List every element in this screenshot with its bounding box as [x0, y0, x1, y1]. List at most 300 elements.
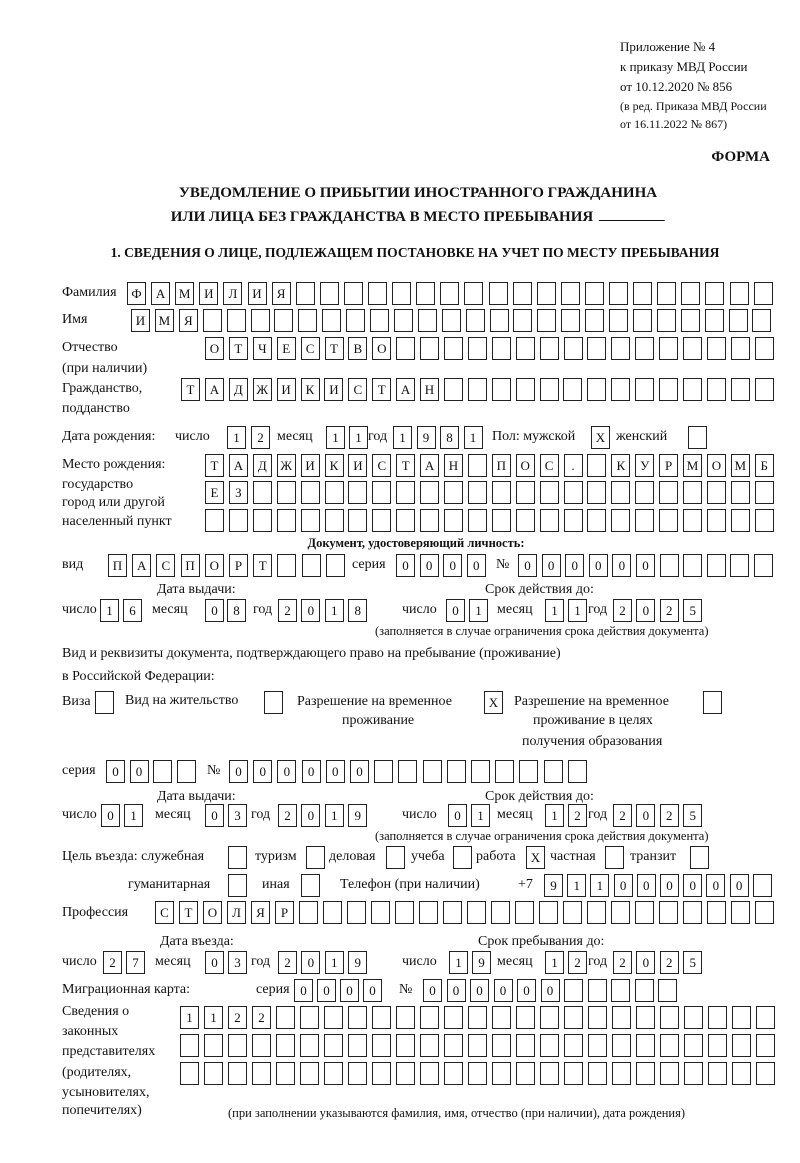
char-box[interactable] — [755, 901, 774, 924]
char-box[interactable] — [420, 481, 439, 504]
char-box[interactable] — [471, 760, 490, 783]
char-box[interactable]: 8 — [348, 599, 367, 622]
char-box[interactable] — [420, 337, 439, 360]
char-box[interactable] — [587, 901, 606, 924]
char-box[interactable]: 1 — [545, 599, 564, 622]
char-box[interactable] — [466, 309, 485, 332]
char-box[interactable] — [587, 378, 606, 401]
char-box[interactable] — [468, 454, 487, 477]
char-box[interactable]: И — [277, 378, 296, 401]
char-box[interactable]: Т — [372, 378, 391, 401]
char-box[interactable] — [372, 1006, 391, 1029]
char-box[interactable]: С — [348, 378, 367, 401]
char-box[interactable]: А — [205, 378, 224, 401]
char-box[interactable]: И — [324, 378, 343, 401]
char-box[interactable]: А — [229, 454, 248, 477]
char-box[interactable] — [276, 1062, 295, 1085]
char-box[interactable]: К — [325, 454, 344, 477]
char-box[interactable]: Т — [229, 337, 248, 360]
char-box[interactable]: О — [516, 454, 535, 477]
char-box[interactable] — [708, 1062, 727, 1085]
char-box[interactable] — [444, 481, 463, 504]
char-box[interactable]: Р — [275, 901, 294, 924]
char-box[interactable] — [587, 509, 606, 532]
char-box[interactable]: 5 — [683, 804, 702, 827]
char-box[interactable]: 1 — [393, 426, 412, 449]
char-box[interactable]: 2 — [251, 426, 270, 449]
char-box[interactable] — [659, 337, 678, 360]
char-box[interactable]: 0 — [326, 760, 345, 783]
char-box[interactable]: 1 — [180, 1006, 199, 1029]
char-box[interactable] — [322, 309, 341, 332]
char-box[interactable] — [495, 760, 514, 783]
char-box[interactable] — [635, 901, 654, 924]
char-box[interactable] — [561, 282, 580, 305]
checkbox-cell[interactable]: X — [591, 426, 610, 449]
char-box[interactable] — [348, 1062, 367, 1085]
char-box[interactable] — [396, 337, 415, 360]
char-box[interactable]: Ж — [277, 454, 296, 477]
char-box[interactable] — [492, 509, 511, 532]
char-box[interactable] — [443, 901, 462, 924]
char-box[interactable]: Л — [227, 901, 246, 924]
char-box[interactable] — [659, 481, 678, 504]
char-box[interactable] — [540, 337, 559, 360]
char-box[interactable] — [587, 481, 606, 504]
char-box[interactable]: 1 — [590, 874, 609, 897]
char-box[interactable] — [564, 509, 583, 532]
char-box[interactable] — [708, 1006, 727, 1029]
char-box[interactable] — [611, 979, 630, 1002]
char-box[interactable] — [444, 509, 463, 532]
char-box[interactable] — [464, 282, 483, 305]
char-box[interactable]: 0 — [396, 554, 415, 577]
char-box[interactable] — [516, 509, 535, 532]
char-box[interactable]: Ж — [253, 378, 272, 401]
char-box[interactable] — [537, 309, 556, 332]
char-box[interactable] — [320, 282, 339, 305]
char-box[interactable]: А — [132, 554, 151, 577]
char-box[interactable]: 0 — [447, 979, 466, 1002]
char-box[interactable]: 0 — [130, 760, 149, 783]
char-box[interactable] — [611, 509, 630, 532]
char-box[interactable] — [731, 509, 750, 532]
char-box[interactable] — [756, 1062, 775, 1085]
char-box[interactable] — [564, 337, 583, 360]
char-box[interactable]: П — [108, 554, 127, 577]
char-box[interactable] — [372, 509, 391, 532]
char-box[interactable]: И — [248, 282, 267, 305]
char-box[interactable]: . — [564, 454, 583, 477]
char-box[interactable]: 1 — [325, 804, 344, 827]
char-box[interactable]: 0 — [470, 979, 489, 1002]
char-box[interactable]: Л — [223, 282, 242, 305]
char-box[interactable]: Т — [396, 454, 415, 477]
char-box[interactable] — [635, 509, 654, 532]
char-box[interactable] — [564, 979, 583, 1002]
char-box[interactable] — [468, 1006, 487, 1029]
char-box[interactable] — [707, 901, 726, 924]
char-box[interactable] — [612, 1062, 631, 1085]
char-box[interactable] — [636, 1062, 655, 1085]
char-box[interactable] — [513, 282, 532, 305]
char-box[interactable] — [447, 760, 466, 783]
char-box[interactable] — [180, 1062, 199, 1085]
checkbox-cell[interactable] — [95, 691, 114, 714]
char-box[interactable]: Е — [277, 337, 296, 360]
char-box[interactable] — [398, 760, 417, 783]
char-box[interactable]: 1 — [469, 599, 488, 622]
char-box[interactable] — [420, 509, 439, 532]
char-box[interactable] — [540, 1062, 559, 1085]
char-box[interactable] — [540, 509, 559, 532]
char-box[interactable]: 0 — [253, 760, 272, 783]
char-box[interactable]: М — [175, 282, 194, 305]
char-box[interactable]: 1 — [204, 1006, 223, 1029]
char-box[interactable] — [568, 760, 587, 783]
char-box[interactable] — [274, 309, 293, 332]
char-box[interactable]: 5 — [683, 951, 702, 974]
char-box[interactable]: 3 — [228, 804, 247, 827]
char-box[interactable] — [252, 1062, 271, 1085]
char-box[interactable] — [657, 282, 676, 305]
checkbox-cell[interactable] — [306, 846, 325, 869]
char-box[interactable] — [732, 1006, 751, 1029]
char-box[interactable]: М — [155, 309, 174, 332]
char-box[interactable]: Е — [205, 481, 224, 504]
char-box[interactable] — [635, 481, 654, 504]
char-box[interactable]: З — [229, 481, 248, 504]
char-box[interactable] — [492, 337, 511, 360]
char-box[interactable] — [611, 337, 630, 360]
char-box[interactable]: Т — [181, 378, 200, 401]
char-box[interactable] — [681, 309, 700, 332]
char-box[interactable] — [683, 378, 702, 401]
char-box[interactable] — [468, 337, 487, 360]
char-box[interactable]: Н — [420, 378, 439, 401]
char-box[interactable]: 0 — [589, 554, 608, 577]
char-box[interactable]: 0 — [363, 979, 382, 1002]
char-box[interactable]: Я — [272, 282, 291, 305]
char-box[interactable]: 1 — [124, 804, 143, 827]
char-box[interactable]: 0 — [340, 979, 359, 1002]
checkbox-cell[interactable] — [386, 846, 405, 869]
char-box[interactable] — [563, 901, 582, 924]
char-box[interactable] — [660, 1034, 679, 1057]
char-box[interactable] — [564, 1062, 583, 1085]
char-box[interactable]: И — [348, 454, 367, 477]
char-box[interactable]: 0 — [541, 979, 560, 1002]
char-box[interactable] — [420, 1062, 439, 1085]
char-box[interactable]: 7 — [126, 951, 145, 974]
char-box[interactable] — [204, 1062, 223, 1085]
char-box[interactable] — [707, 509, 726, 532]
char-box[interactable] — [253, 509, 272, 532]
char-box[interactable] — [636, 1006, 655, 1029]
char-box[interactable]: 0 — [106, 760, 125, 783]
char-box[interactable] — [277, 481, 296, 504]
char-box[interactable] — [396, 1006, 415, 1029]
char-box[interactable] — [588, 979, 607, 1002]
char-box[interactable]: 0 — [448, 804, 467, 827]
char-box[interactable]: 2 — [660, 804, 679, 827]
char-box[interactable] — [587, 337, 606, 360]
char-box[interactable] — [324, 1006, 343, 1029]
checkbox-cell[interactable] — [453, 846, 472, 869]
char-box[interactable] — [611, 901, 630, 924]
char-box[interactable] — [348, 481, 367, 504]
char-box[interactable] — [633, 282, 652, 305]
char-box[interactable]: М — [683, 454, 702, 477]
char-box[interactable] — [325, 509, 344, 532]
char-box[interactable] — [753, 874, 772, 897]
char-box[interactable] — [659, 901, 678, 924]
char-box[interactable]: 0 — [730, 874, 749, 897]
char-box[interactable] — [731, 481, 750, 504]
char-box[interactable]: 0 — [277, 760, 296, 783]
char-box[interactable] — [755, 337, 774, 360]
char-box[interactable] — [516, 378, 535, 401]
char-box[interactable] — [611, 378, 630, 401]
char-box[interactable] — [228, 1034, 247, 1057]
char-box[interactable] — [444, 1062, 463, 1085]
char-box[interactable]: 1 — [568, 599, 587, 622]
char-box[interactable] — [564, 1034, 583, 1057]
char-box[interactable]: 2 — [228, 1006, 247, 1029]
char-box[interactable]: Т — [205, 454, 224, 477]
char-box[interactable] — [681, 282, 700, 305]
char-box[interactable] — [489, 282, 508, 305]
char-box[interactable] — [636, 1034, 655, 1057]
char-box[interactable]: Д — [253, 454, 272, 477]
char-box[interactable]: Н — [444, 454, 463, 477]
char-box[interactable]: 1 — [545, 951, 564, 974]
char-box[interactable] — [416, 282, 435, 305]
char-box[interactable]: 2 — [278, 951, 297, 974]
char-box[interactable]: С — [155, 901, 174, 924]
char-box[interactable] — [660, 554, 679, 577]
char-box[interactable]: 1 — [545, 804, 564, 827]
char-box[interactable] — [492, 378, 511, 401]
char-box[interactable]: М — [731, 454, 750, 477]
char-box[interactable]: 0 — [101, 804, 120, 827]
char-box[interactable]: Ф — [127, 282, 146, 305]
char-box[interactable] — [468, 1034, 487, 1057]
char-box[interactable]: О — [205, 337, 224, 360]
char-box[interactable]: С — [156, 554, 175, 577]
char-box[interactable] — [490, 309, 509, 332]
char-box[interactable] — [756, 1006, 775, 1029]
char-box[interactable]: 2 — [660, 951, 679, 974]
char-box[interactable] — [347, 901, 366, 924]
char-box[interactable] — [392, 282, 411, 305]
char-box[interactable] — [444, 378, 463, 401]
char-box[interactable] — [228, 1062, 247, 1085]
char-box[interactable] — [276, 1006, 295, 1029]
char-box[interactable] — [755, 378, 774, 401]
char-box[interactable] — [277, 509, 296, 532]
char-box[interactable]: 0 — [301, 599, 320, 622]
char-box[interactable]: К — [611, 454, 630, 477]
char-box[interactable] — [755, 509, 774, 532]
char-box[interactable] — [227, 309, 246, 332]
char-box[interactable] — [371, 901, 390, 924]
char-box[interactable]: С — [540, 454, 559, 477]
char-box[interactable]: 2 — [568, 951, 587, 974]
char-box[interactable] — [323, 901, 342, 924]
char-box[interactable]: 0 — [636, 554, 655, 577]
char-box[interactable] — [492, 481, 511, 504]
char-box[interactable] — [515, 901, 534, 924]
char-box[interactable] — [418, 309, 437, 332]
char-box[interactable] — [368, 282, 387, 305]
checkbox-cell[interactable]: X — [484, 691, 503, 714]
char-box[interactable] — [752, 309, 771, 332]
char-box[interactable] — [705, 309, 724, 332]
char-box[interactable]: 0 — [301, 951, 320, 974]
char-box[interactable] — [203, 309, 222, 332]
char-box[interactable]: Р — [659, 454, 678, 477]
char-box[interactable] — [588, 1034, 607, 1057]
char-box[interactable]: 1 — [325, 599, 344, 622]
char-box[interactable] — [394, 309, 413, 332]
char-box[interactable]: 0 — [542, 554, 561, 577]
char-box[interactable] — [585, 282, 604, 305]
char-box[interactable] — [492, 1034, 511, 1057]
char-box[interactable] — [683, 901, 702, 924]
char-box[interactable] — [301, 481, 320, 504]
char-box[interactable] — [419, 901, 438, 924]
char-box[interactable]: И — [199, 282, 218, 305]
char-box[interactable]: 0 — [660, 874, 679, 897]
char-box[interactable] — [563, 378, 582, 401]
char-box[interactable] — [683, 509, 702, 532]
char-box[interactable] — [372, 481, 391, 504]
char-box[interactable]: 8 — [227, 599, 246, 622]
char-box[interactable]: 0 — [229, 760, 248, 783]
char-box[interactable]: 2 — [613, 599, 632, 622]
checkbox-cell[interactable] — [228, 874, 247, 897]
char-box[interactable]: 9 — [417, 426, 436, 449]
char-box[interactable] — [302, 554, 321, 577]
char-box[interactable] — [396, 509, 415, 532]
char-box[interactable] — [635, 979, 654, 1002]
char-box[interactable]: Я — [179, 309, 198, 332]
char-box[interactable] — [659, 509, 678, 532]
checkbox-cell[interactable] — [605, 846, 624, 869]
char-box[interactable]: 9 — [544, 874, 563, 897]
char-box[interactable]: И — [131, 309, 150, 332]
checkbox-cell[interactable] — [690, 846, 709, 869]
char-box[interactable] — [396, 1062, 415, 1085]
char-box[interactable] — [444, 337, 463, 360]
char-box[interactable] — [444, 1034, 463, 1057]
char-box[interactable]: 0 — [565, 554, 584, 577]
char-box[interactable] — [468, 378, 487, 401]
char-box[interactable]: 1 — [471, 804, 490, 827]
char-box[interactable] — [635, 337, 654, 360]
char-box[interactable]: 1 — [100, 599, 119, 622]
char-box[interactable] — [587, 454, 606, 477]
char-box[interactable]: 9 — [472, 951, 491, 974]
char-box[interactable]: О — [205, 554, 224, 577]
char-box[interactable] — [396, 1034, 415, 1057]
char-box[interactable]: 2 — [278, 804, 297, 827]
char-box[interactable] — [492, 1006, 511, 1029]
char-box[interactable] — [684, 1034, 703, 1057]
char-box[interactable]: 3 — [228, 951, 247, 974]
char-box[interactable] — [229, 509, 248, 532]
char-box[interactable] — [707, 481, 726, 504]
char-box[interactable] — [423, 760, 442, 783]
char-box[interactable]: 1 — [325, 951, 344, 974]
char-box[interactable] — [707, 378, 726, 401]
char-box[interactable] — [611, 481, 630, 504]
char-box[interactable] — [540, 378, 559, 401]
char-box[interactable] — [468, 1062, 487, 1085]
char-box[interactable] — [683, 337, 702, 360]
char-box[interactable] — [516, 1062, 535, 1085]
char-box[interactable]: 0 — [518, 554, 537, 577]
checkbox-cell[interactable] — [301, 874, 320, 897]
char-box[interactable] — [732, 1034, 751, 1057]
char-box[interactable]: 0 — [294, 979, 313, 1002]
checkbox-cell[interactable] — [264, 691, 283, 714]
char-box[interactable]: 5 — [683, 599, 702, 622]
char-box[interactable] — [300, 1034, 319, 1057]
char-box[interactable] — [204, 1034, 223, 1057]
char-box[interactable]: 9 — [348, 804, 367, 827]
char-box[interactable] — [730, 282, 749, 305]
char-box[interactable]: 0 — [443, 554, 462, 577]
char-box[interactable]: И — [301, 454, 320, 477]
char-box[interactable]: В — [348, 337, 367, 360]
char-box[interactable] — [612, 1034, 631, 1057]
char-box[interactable]: 1 — [464, 426, 483, 449]
char-box[interactable] — [707, 337, 726, 360]
char-box[interactable] — [300, 1006, 319, 1029]
char-box[interactable] — [585, 309, 604, 332]
char-box[interactable]: 9 — [348, 951, 367, 974]
char-box[interactable] — [395, 901, 414, 924]
char-box[interactable]: 0 — [446, 599, 465, 622]
char-box[interactable]: Я — [251, 901, 270, 924]
char-box[interactable]: 2 — [613, 951, 632, 974]
char-box[interactable] — [492, 1062, 511, 1085]
char-box[interactable] — [731, 378, 750, 401]
char-box[interactable] — [609, 309, 628, 332]
char-box[interactable]: А — [396, 378, 415, 401]
char-box[interactable] — [540, 1034, 559, 1057]
char-box[interactable]: 0 — [517, 979, 536, 1002]
char-box[interactable] — [754, 554, 773, 577]
char-box[interactable] — [513, 309, 532, 332]
char-box[interactable]: 0 — [205, 804, 224, 827]
char-box[interactable] — [442, 309, 461, 332]
char-box[interactable] — [444, 1006, 463, 1029]
char-box[interactable] — [348, 1006, 367, 1029]
char-box[interactable] — [251, 309, 270, 332]
char-box[interactable] — [544, 760, 563, 783]
char-box[interactable] — [298, 309, 317, 332]
char-box[interactable] — [516, 1006, 535, 1029]
char-box[interactable] — [370, 309, 389, 332]
char-box[interactable]: Т — [325, 337, 344, 360]
char-box[interactable] — [516, 337, 535, 360]
char-box[interactable]: 0 — [420, 554, 439, 577]
char-box[interactable] — [516, 481, 535, 504]
char-box[interactable]: 2 — [660, 599, 679, 622]
